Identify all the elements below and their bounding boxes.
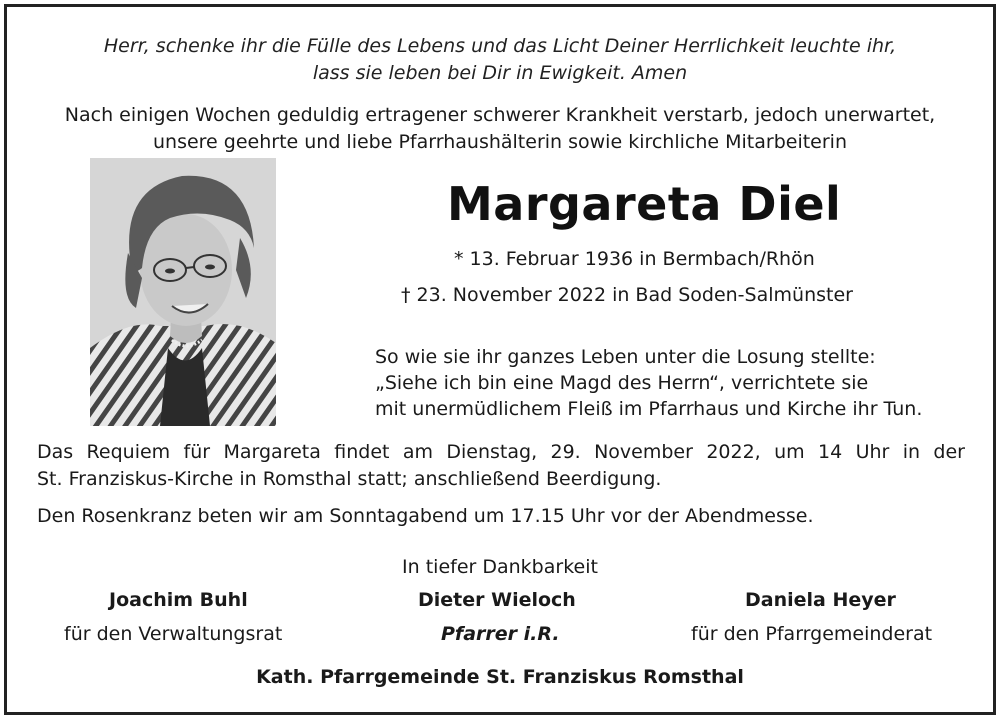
portrait-photo — [90, 158, 276, 426]
signer-role-3: für den Pfarrgemeinderat — [691, 623, 933, 645]
birth-date: * 13. Februar 1936 in Bermbach/Rhön — [454, 248, 815, 270]
service-line-1: Das Requiem für Margareta findet am Dienstag, 29. November 2022, um 14 Uhr in der — [37, 441, 965, 463]
signer-role-2: Pfarrer i.R. — [441, 623, 560, 645]
service-line-3: Den Rosenkranz beten wir am Sonntagabend um 17.15 Uhr vor der Abendmesse. — [37, 505, 814, 527]
quote-line-1: So wie sie ihr ganzes Leben unter die Losung stellte: — [375, 346, 876, 368]
intro-line-1: Nach einigen Wochen geduldig ertragener schwerer Krankheit verstarb, jedoch unerwartet, — [64, 104, 936, 126]
service-line-2: St. Franziskus-Kirche in Romsthal statt; anschließend Beerdigung. — [37, 468, 662, 490]
verse-line-2: lass sie leben bei Dir in Ewigkeit. Amen — [312, 62, 688, 84]
verse-line-1: Herr, schenke ihr die Fülle des Lebens und das Licht Deiner Herrlichkeit leuchte ihr, — [103, 35, 897, 57]
signer-name-1: Joachim Buhl — [109, 589, 248, 611]
parish-name: Kath. Pfarrgemeinde St. Franziskus Romsthal — [256, 666, 744, 688]
signer-name-2: Dieter Wieloch — [418, 589, 576, 611]
signer-name-3: Daniela Heyer — [745, 589, 896, 611]
death-date: † 23. November 2022 in Bad Soden-Salmünster — [401, 284, 853, 306]
quote-line-2: „Siehe ich bin eine Magd des Herrn“, verrichtete sie — [375, 372, 869, 394]
gratitude-line: In tiefer Dankbarkeit — [402, 556, 598, 578]
quote-line-3: mit unermüdlichem Fleiß im Pfarrhaus und Kirche ihr Tun. — [375, 398, 923, 420]
deceased-name: Margareta Diel — [447, 177, 842, 231]
intro-line-2: unsere geehrte und liebe Pfarrhaushälterin sowie kirchliche Mitarbeiterin — [152, 131, 848, 153]
obituary-frame — [4, 4, 996, 715]
signer-role-1: für den Verwaltungsrat — [64, 623, 283, 645]
portrait-illustration — [90, 158, 276, 426]
